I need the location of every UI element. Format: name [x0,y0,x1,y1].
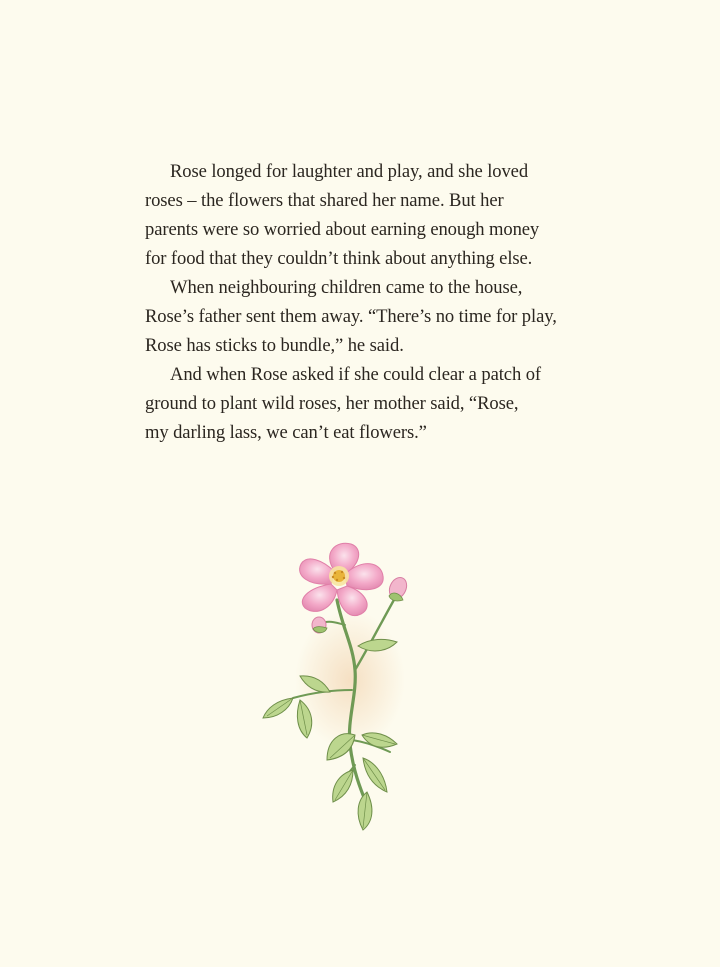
text-line: Rose has sticks to bundle,” he said. [145,335,404,356]
paragraph-1 [145,157,575,273]
text-line: parents were so worried about earning enough money [145,219,540,240]
paragraph-3 [145,360,575,447]
wild-rose-icon [255,530,425,840]
text-line: for food that they couldn’t think about anything else. [145,248,533,269]
text-line: When neighbouring children came to the house, [170,277,523,298]
text-line: Rose longed for laughter and play, and she loved [170,161,529,182]
story-text [145,157,575,447]
text-line: ground to plant wild roses, her mother said, “Rose, [145,393,519,414]
paragraph-2 [145,273,575,360]
text-line: roses – the flowers that shared her name. But her [145,190,504,211]
text-line: Rose’s father sent them away. “There’s no time for play, [145,306,557,327]
text-line: my darling lass, we can’t eat flowers.” [145,422,427,443]
text-line: And when Rose asked if she could clear a patch of [170,364,541,385]
